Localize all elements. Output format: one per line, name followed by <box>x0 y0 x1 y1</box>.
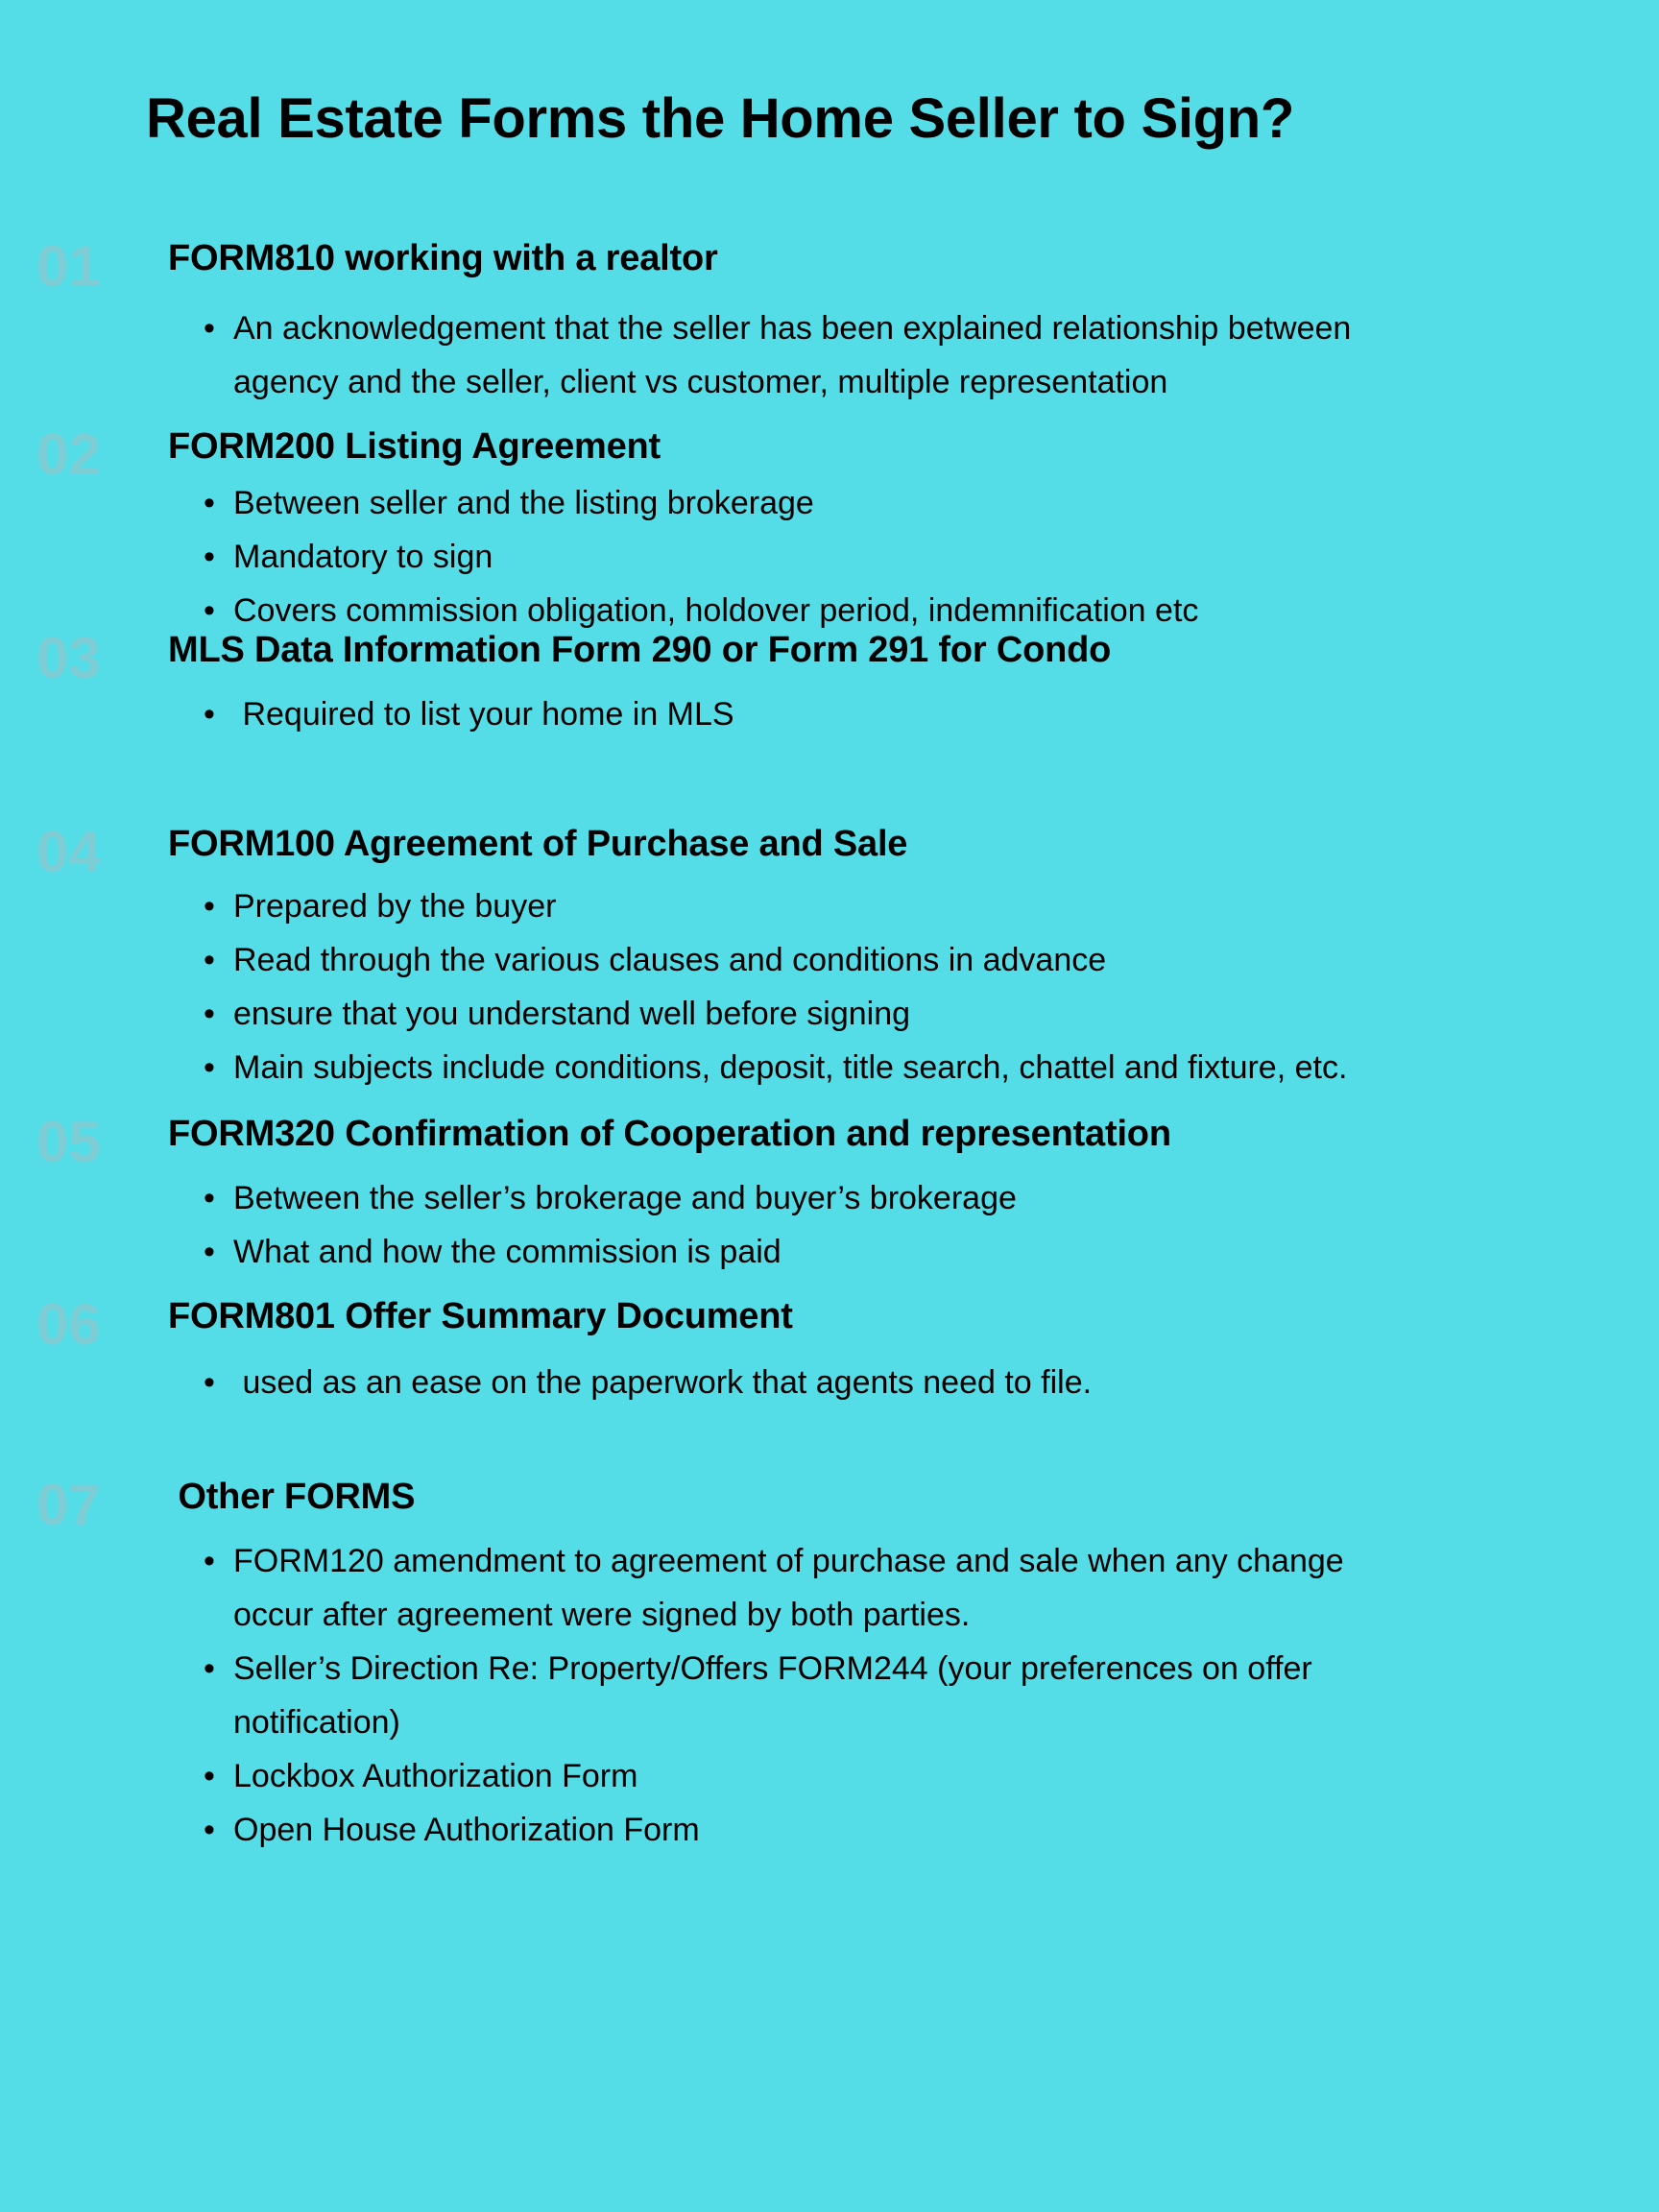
bullet-dot-icon: • <box>204 1048 215 1086</box>
page-title: Real Estate Forms the Home Seller to Sign? <box>146 87 1295 150</box>
section-07 <box>0 1473 1659 1848</box>
list-item <box>204 1356 1413 1409</box>
section-bullets-07 <box>204 1534 1659 1857</box>
section-heading-04: FORM100 Agreement of Purchase and Sale <box>168 824 908 864</box>
list-item <box>204 301 1413 409</box>
bullet-dot-icon: • <box>204 1179 215 1216</box>
section-bullets-02 <box>204 476 1659 637</box>
sections-list <box>0 234 1659 1848</box>
step-number-01: 01 <box>36 234 101 299</box>
list-item-text: Main subjects include conditions, deposit, title search, chattel and fixture, etc. <box>233 1048 1348 1086</box>
section-04 <box>0 820 1659 1086</box>
list-item-text: Required to list your home in MLS <box>233 695 734 733</box>
bullet-dot-icon: • <box>204 309 215 347</box>
list-item <box>204 530 1413 584</box>
section-heading-07: Other FORMS <box>168 1477 416 1517</box>
list-item-text: Covers commission obligation, holdover period, indemnification etc <box>233 591 1199 629</box>
list-item-text: Open House Authorization Form <box>233 1811 700 1848</box>
step-number-07: 07 <box>36 1473 101 1537</box>
step-number-06: 06 <box>36 1292 101 1357</box>
list-item-text: An acknowledgement that the seller has been explained relationship between agency and the seller, client vs customer, multiple representation <box>233 309 1360 400</box>
step-number-05: 05 <box>36 1110 101 1174</box>
list-item-text: Prepared by the buyer <box>233 887 557 925</box>
section-bullets-03 <box>204 687 1659 741</box>
section-03 <box>0 626 1659 785</box>
bullet-dot-icon: • <box>204 1649 215 1687</box>
bullet-dot-icon: • <box>204 941 215 978</box>
bullet-dot-icon: • <box>204 1811 215 1848</box>
list-item <box>204 1534 1413 1642</box>
list-item <box>204 687 1413 741</box>
list-item <box>204 933 1413 987</box>
section-06 <box>0 1292 1659 1469</box>
section-heading-05: FORM320 Confirmation of Cooperation and representation <box>168 1114 1171 1154</box>
section-01 <box>0 234 1659 426</box>
section-bullets-05 <box>204 1171 1659 1279</box>
section-bullets-06 <box>204 1356 1659 1409</box>
list-item-text: What and how the commission is paid <box>233 1233 781 1270</box>
bullet-dot-icon: • <box>204 1233 215 1270</box>
bullet-dot-icon: • <box>204 995 215 1032</box>
section-bullets-01 <box>204 301 1659 409</box>
bullet-dot-icon: • <box>204 1757 215 1794</box>
list-item-text: FORM120 amendment to agreement of purchase and sale when any change occur after agreement were signed by both parties. <box>233 1542 1354 1633</box>
list-item <box>204 476 1413 530</box>
list-item <box>204 1749 1413 1803</box>
bullet-dot-icon: • <box>204 695 215 733</box>
list-item <box>204 1171 1413 1225</box>
list-item-text: Lockbox Authorization Form <box>233 1757 638 1794</box>
list-item-text: Mandatory to sign <box>233 538 493 575</box>
section-heading-06: FORM801 Offer Summary Document <box>168 1296 793 1336</box>
section-bullets-04 <box>204 879 1659 1094</box>
step-number-03: 03 <box>36 626 101 690</box>
list-item <box>204 1642 1413 1749</box>
section-02 <box>0 422 1659 629</box>
step-number-02: 02 <box>36 422 101 487</box>
section-heading-03: MLS Data Information Form 290 or Form 291 for Condo <box>168 630 1112 670</box>
list-item-text: Seller’s Direction Re: Property/Offers FORM244 (your preferences on offer notification) <box>233 1649 1322 1741</box>
bullet-dot-icon: • <box>204 484 215 521</box>
list-item <box>204 1041 1413 1094</box>
list-item-text: Read through the various clauses and conditions in advance <box>233 941 1107 978</box>
list-item <box>204 1225 1413 1279</box>
bullet-dot-icon: • <box>204 1542 215 1579</box>
list-item-text: ensure that you understand well before signing <box>233 995 911 1032</box>
step-number-04: 04 <box>36 820 101 884</box>
bullet-dot-icon: • <box>204 887 215 925</box>
list-item <box>204 987 1413 1041</box>
list-item <box>204 879 1413 933</box>
list-item-text: Between the seller’s brokerage and buyer’s brokerage <box>233 1179 1017 1216</box>
list-item-text: Between seller and the listing brokerage <box>233 484 814 521</box>
list-item <box>204 1803 1413 1857</box>
bullet-dot-icon: • <box>204 591 215 629</box>
bullet-dot-icon: • <box>204 1363 215 1401</box>
section-05 <box>0 1110 1659 1286</box>
section-heading-02: FORM200 Listing Agreement <box>168 426 661 467</box>
section-heading-01: FORM810 working with a realtor <box>168 238 718 278</box>
bullet-dot-icon: • <box>204 538 215 575</box>
list-item-text: used as an ease on the paperwork that agents need to file. <box>233 1363 1093 1401</box>
